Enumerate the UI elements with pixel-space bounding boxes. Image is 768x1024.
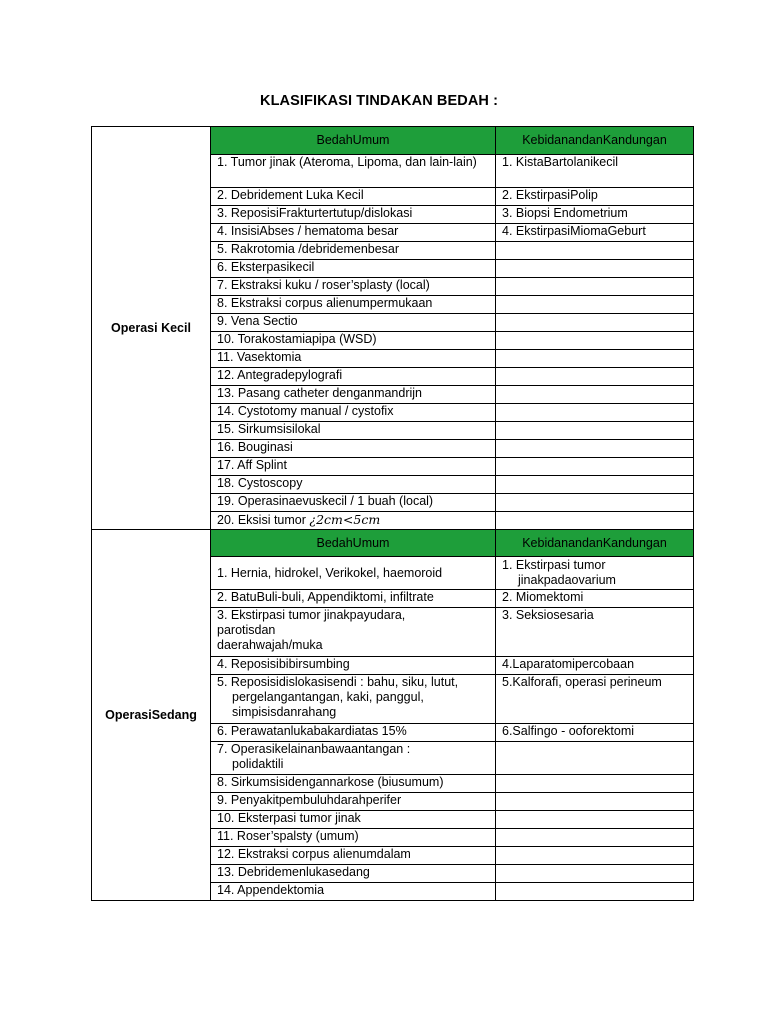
- classification-table: [91, 126, 694, 901]
- cell-kebidanan: [496, 440, 694, 458]
- row-text: 1. Ekstirpasi tumor: [502, 558, 606, 572]
- cell-umum: 19. Operasinaevuskecil / 1 buah (local): [211, 494, 496, 512]
- cell-umum: 4. Reposisibibirsumbing: [211, 657, 496, 675]
- table-header-row: [92, 127, 694, 155]
- cell-umum: 8. Sirkumsisidengannarkose (biusumum): [211, 775, 496, 793]
- cell-umum: 10. Torakostamiapipa (WSD): [211, 332, 496, 350]
- cell-kebidanan: [496, 512, 694, 530]
- cell-kebidanan: [496, 883, 694, 901]
- cell-kebidanan: 3. Biopsi Endometrium: [496, 206, 694, 224]
- cell-kebidanan: [496, 242, 694, 260]
- cell-umum: 16. Bouginasi: [211, 440, 496, 458]
- row-text-continued: parotisdan: [217, 623, 276, 637]
- cell-kebidanan: [496, 458, 694, 476]
- cell-umum: [211, 675, 496, 724]
- cell-kebidanan: [496, 557, 694, 590]
- header-kebidanan-kandungan: KebidanandanKandungan: [496, 127, 694, 155]
- cell-kebidanan: [496, 865, 694, 883]
- cell-umum: 9. Vena Sectio: [211, 314, 496, 332]
- cell-umum: [211, 608, 496, 657]
- row-text: 5. Reposisidislokasisendi : bahu, siku, lutut,: [217, 675, 459, 689]
- row-text-continued: jinakpadaovarium: [518, 573, 616, 587]
- cell-umum: 12. Ekstraksi corpus alienumdalam: [211, 847, 496, 865]
- cell-umum: 3. ReposisiFrakturtertutup/dislokasi: [211, 206, 496, 224]
- cell-umum: 6. Perawatanlukabakardiatas 15%: [211, 724, 496, 742]
- cell-umum: 1. Hernia, hidrokel, Verikokel, haemoroid: [211, 557, 496, 590]
- header-kebidanan-kandungan: KebidanandanKandungan: [496, 530, 694, 557]
- cell-kebidanan: [496, 350, 694, 368]
- cell-kebidanan: [496, 296, 694, 314]
- cell-kebidanan: [496, 278, 694, 296]
- cell-kebidanan: [496, 386, 694, 404]
- cell-umum: 1. Tumor jinak (Ateroma, Lipoma, dan lain-lain): [211, 155, 496, 188]
- cell-umum: 11. Vasektomia: [211, 350, 496, 368]
- cell-umum: 9. Penyakitpembuluhdarahperifer: [211, 793, 496, 811]
- cell-kebidanan: [496, 811, 694, 829]
- cell-umum: 2. BatuBuli-buli, Appendiktomi, infiltrate: [211, 590, 496, 608]
- cell-kebidanan: [496, 742, 694, 775]
- cell-kebidanan: [496, 494, 694, 512]
- cell-umum: 14. Cystotomy manual / cystofix: [211, 404, 496, 422]
- cell-kebidanan: [496, 793, 694, 811]
- cell-kebidanan: 4. EkstirpasiMiomaGeburt: [496, 224, 694, 242]
- document-title: KLASIFIKASI TINDAKAN BEDAH :: [260, 93, 499, 109]
- cell-umum: 15. Sirkumsisilokal: [211, 422, 496, 440]
- cell-kebidanan: 5.Kalforafi, operasi perineum: [496, 675, 694, 724]
- cell-umum: 5. Rakrotomia /debridemenbesar: [211, 242, 496, 260]
- row-text-continued: polidaktili: [232, 757, 284, 771]
- cell-kebidanan: [496, 476, 694, 494]
- cell-kebidanan: [496, 260, 694, 278]
- category-operasi-sedang: OperasiSedang: [92, 530, 211, 901]
- row-text: 7. Operasikelainanbawaantangan :: [217, 742, 411, 756]
- cell-kebidanan: [496, 368, 694, 386]
- header-bedah-umum: BedahUmum: [211, 127, 496, 155]
- cell-umum: 17. Aff Splint: [211, 458, 496, 476]
- cell-kebidanan: [496, 847, 694, 865]
- category-operasi-kecil: Operasi Kecil: [92, 127, 211, 530]
- cell-umum: 14. Appendektomia: [211, 883, 496, 901]
- cell-kebidanan: [496, 314, 694, 332]
- row-text-continued: simpisisdanrahang: [232, 705, 337, 719]
- cell-kebidanan: [496, 829, 694, 847]
- row-text: 3. Ekstirpasi tumor jinakpayudara,: [217, 608, 406, 622]
- cell-umum: [211, 512, 496, 530]
- cell-umum: 8. Ekstraksi corpus alienumpermukaan: [211, 296, 496, 314]
- cell-kebidanan: [496, 775, 694, 793]
- cell-kebidanan: [496, 422, 694, 440]
- cell-kebidanan: 6.Salfingo - ooforektomi: [496, 724, 694, 742]
- cell-kebidanan: 3. Seksiosesaria: [496, 608, 694, 657]
- cell-umum: 4. InsisiAbses / hematoma besar: [211, 224, 496, 242]
- cell-umum: 7. Ekstraksi kuku / roser’splasty (local): [211, 278, 496, 296]
- cell-kebidanan: 1. KistaBartolanikecil: [496, 155, 694, 188]
- cell-kebidanan: 2. EkstirpasiPolip: [496, 188, 694, 206]
- header-bedah-umum: BedahUmum: [211, 530, 496, 557]
- cell-umum: 13. Pasang catheter denganmandrijn: [211, 386, 496, 404]
- cell-kebidanan: 2. Miomektomi: [496, 590, 694, 608]
- cell-umum: 11. Roser’spalsty (umum): [211, 829, 496, 847]
- row-text-continued: pergelangantangan, kaki, panggul,: [232, 690, 424, 704]
- cell-umum: 2. Debridement Luka Kecil: [211, 188, 496, 206]
- cell-umum: 18. Cystoscopy: [211, 476, 496, 494]
- cell-umum: 12. Antegradepylografi: [211, 368, 496, 386]
- table-header-row: [92, 530, 694, 557]
- cell-umum: 10. Eksterpasi tumor jinak: [211, 811, 496, 829]
- cell-kebidanan: [496, 332, 694, 350]
- cell-umum: 6. Eksterpasikecil: [211, 260, 496, 278]
- cell-kebidanan: 4.Laparatomipercobaan: [496, 657, 694, 675]
- cell-umum: 13. Debridemenlukasedang: [211, 865, 496, 883]
- row-text: 20. Eksisi tumor: [217, 513, 310, 527]
- row-text-continued: daerahwajah/muka: [217, 638, 323, 652]
- size-formula: ¿2cm<5cm: [309, 512, 381, 527]
- cell-umum: [211, 742, 496, 775]
- cell-kebidanan: [496, 404, 694, 422]
